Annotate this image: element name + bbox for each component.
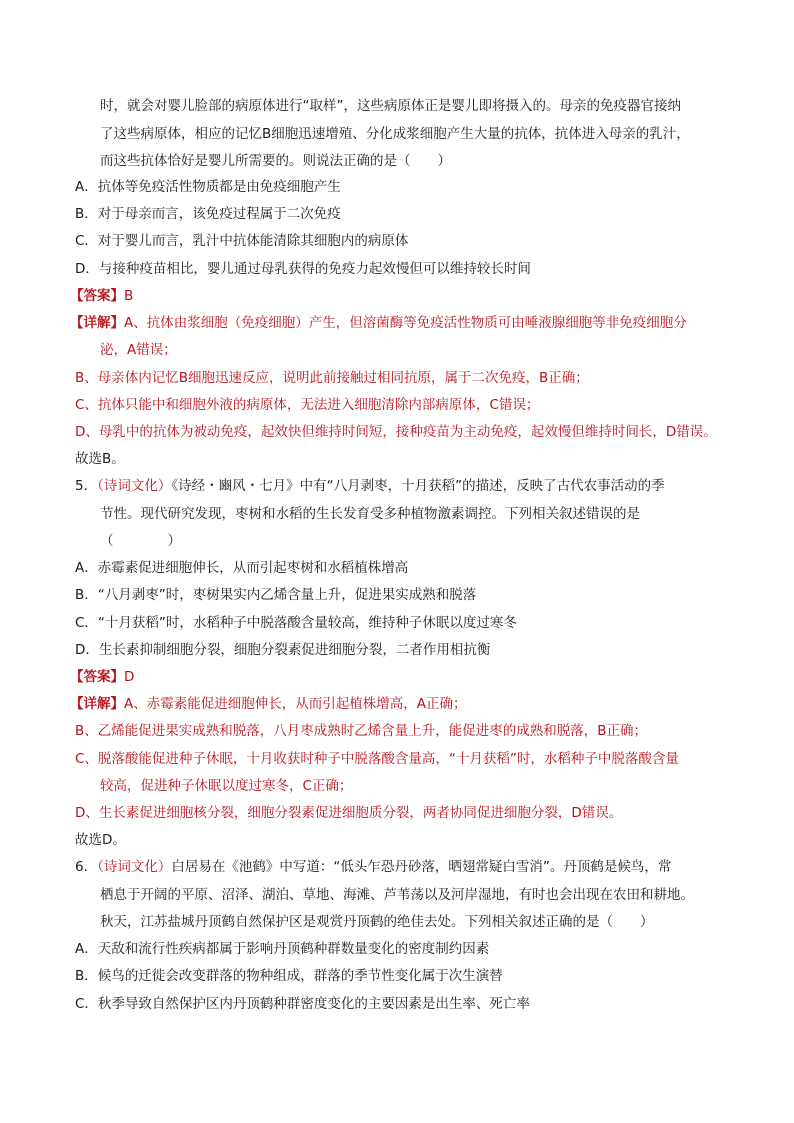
answer-value: B <box>124 288 134 304</box>
q5-option-a: A．赤霉素促进细胞伸长，从而引起枣树和水稻植株增高 <box>75 560 409 576</box>
q4-option-d: D．与接种疫苗相比，婴儿通过母乳获得的免疫力起效慢但可以维持较长时间 <box>75 261 531 277</box>
q5-option-d: D．生长素抑制细胞分裂，细胞分裂素促进细胞分裂，二者作用相抗衡 <box>75 642 491 658</box>
q5-answer <box>70 667 134 687</box>
answer-tag: 【答案】 <box>70 288 124 304</box>
analysis-tag: 【详解】 <box>70 696 124 712</box>
q6-option-c: C．秋季导致自然保护区内丹顶鹤种群密度变化的主要因素是出生率、死亡率 <box>75 996 530 1012</box>
q5-conclusion: 故选D。 <box>75 832 126 848</box>
stem-text: 《诗经・豳风・七月》中有“八月剥枣，十月获稻”的描述，反映了古代农事活动的季 <box>171 478 665 494</box>
question-number: 6． <box>75 859 98 875</box>
q4-option-b: B．对于母亲而言，该免疫过程属于二次免疫 <box>75 206 341 222</box>
q4-option-a: A．抗体等免疫活性物质都是由免疫细胞产生 <box>75 179 341 195</box>
analysis-text: A、抗体由浆细胞（免疫细胞）产生，但溶菌酶等免疫活性物质可由唾液腺细胞等非免疫细胞分 <box>124 315 687 331</box>
q4-stem-line-1: 时，就会对婴儿脸部的病原体进行“取样”，这些病原体正是婴儿即将摄入的。母亲的免疫器官接纳 <box>100 98 681 114</box>
question-number: 5． <box>75 478 98 494</box>
q6-option-b: B．候鸟的迁徙会改变群落的物种组成，群落的季节性变化属于次生演替 <box>75 968 503 984</box>
q4-conclusion: 故选B。 <box>75 451 125 467</box>
q4-analysis-a-cont: 泌，A错误； <box>100 342 177 358</box>
q5-analysis-a <box>70 694 466 714</box>
q5-analysis-c-cont: 较高，促进种子休眠以度过寒冬，C正确； <box>100 778 353 794</box>
q4-option-c: C．对于婴儿而言，乳汁中抗体能清除其细胞内的病原体 <box>75 233 409 249</box>
q5-analysis-b: B、乙烯能促进果实成熟和脱落，八月枣成熟时乙烯含量上升，能促进枣的成熟和脱落，B正确； <box>75 723 648 739</box>
q6-stem-line-1 <box>75 857 671 877</box>
category-tag: （诗词文化） <box>97 478 172 494</box>
q5-stem-line-1 <box>75 476 665 496</box>
q6-stem-line-3: 秋天，江苏盐城丹顶鹤自然保护区是观赏丹顶鹤的绝佳去处。下列相关叙述正确的是（ ） <box>100 914 654 930</box>
q4-analysis-d: D、母乳中的抗体为被动免疫，起效快但维持时间短，接种疫苗为主动免疫，起效慢但维持时间长，D错误。 <box>75 424 717 440</box>
q5-analysis-c: C、脱落酸能促进种子休眠，十月收获时种子中脱落酸含量高，“十月获稻”时，水稻种子中脱落酸含量 <box>75 751 679 767</box>
q4-answer <box>70 286 133 306</box>
q5-stem-line-2: 节性。现代研究发现，枣树和水稻的生长发育受多种植物激素调控。下列相关叙述错误的是 <box>100 506 640 522</box>
answer-tag: 【答案】 <box>70 669 124 685</box>
answer-value: D <box>124 669 135 685</box>
stem-text: 白居易在《池鹤》中写道：“低头乍恐丹砂落，晒翅常疑白雪消”。丹顶鹤是候鸟，常 <box>171 859 672 875</box>
q6-stem-line-2: 栖息于开阔的平原、沼泽、湖泊、草地、海滩、芦苇荡以及河岸湿地，有时也会出现在农田和耕地。 <box>100 887 694 903</box>
analysis-text: A、赤霉素能促进细胞伸长，从而引起植株增高，A正确； <box>124 696 467 712</box>
q4-analysis-b: B、母亲体内记忆B细胞迅速反应，说明此前接触过相同抗原，属于二次免疫，B正确； <box>75 370 589 386</box>
analysis-tag: 【详解】 <box>70 315 124 331</box>
q5-option-c: C．“十月获稻”时，水稻种子中脱落酸含量较高，维持种子休眠以度过寒冬 <box>75 615 517 631</box>
q6-option-a: A．天敌和流行性疾病都属于影响丹顶鹤种群数量变化的密度制约因素 <box>75 941 490 957</box>
q5-analysis-d: D、生长素促进细胞核分裂，细胞分裂素促进细胞质分裂，两者协同促进细胞分裂，D错误。 <box>75 805 623 821</box>
q5-stem-line-3: （ ） <box>100 533 181 549</box>
q4-analysis-c: C、抗体只能中和细胞外液的病原体，无法进入细胞清除内部病原体，C错误； <box>75 397 540 413</box>
category-tag: （诗词文化） <box>97 859 172 875</box>
q5-option-b: B．“八月剥枣”时，枣树果实内乙烯含量上升，促进果实成熟和脱落 <box>75 587 477 603</box>
q4-analysis-a <box>70 313 687 333</box>
q4-stem-line-2: 了这些病原体，相应的记忆B细胞迅速增殖、分化成浆细胞产生大量的抗体，抗体进入母亲的乳汁， <box>100 126 690 142</box>
q4-stem-line-3: 而这些抗体恰好是婴儿所需要的。则说法正确的是（ ） <box>100 153 451 169</box>
